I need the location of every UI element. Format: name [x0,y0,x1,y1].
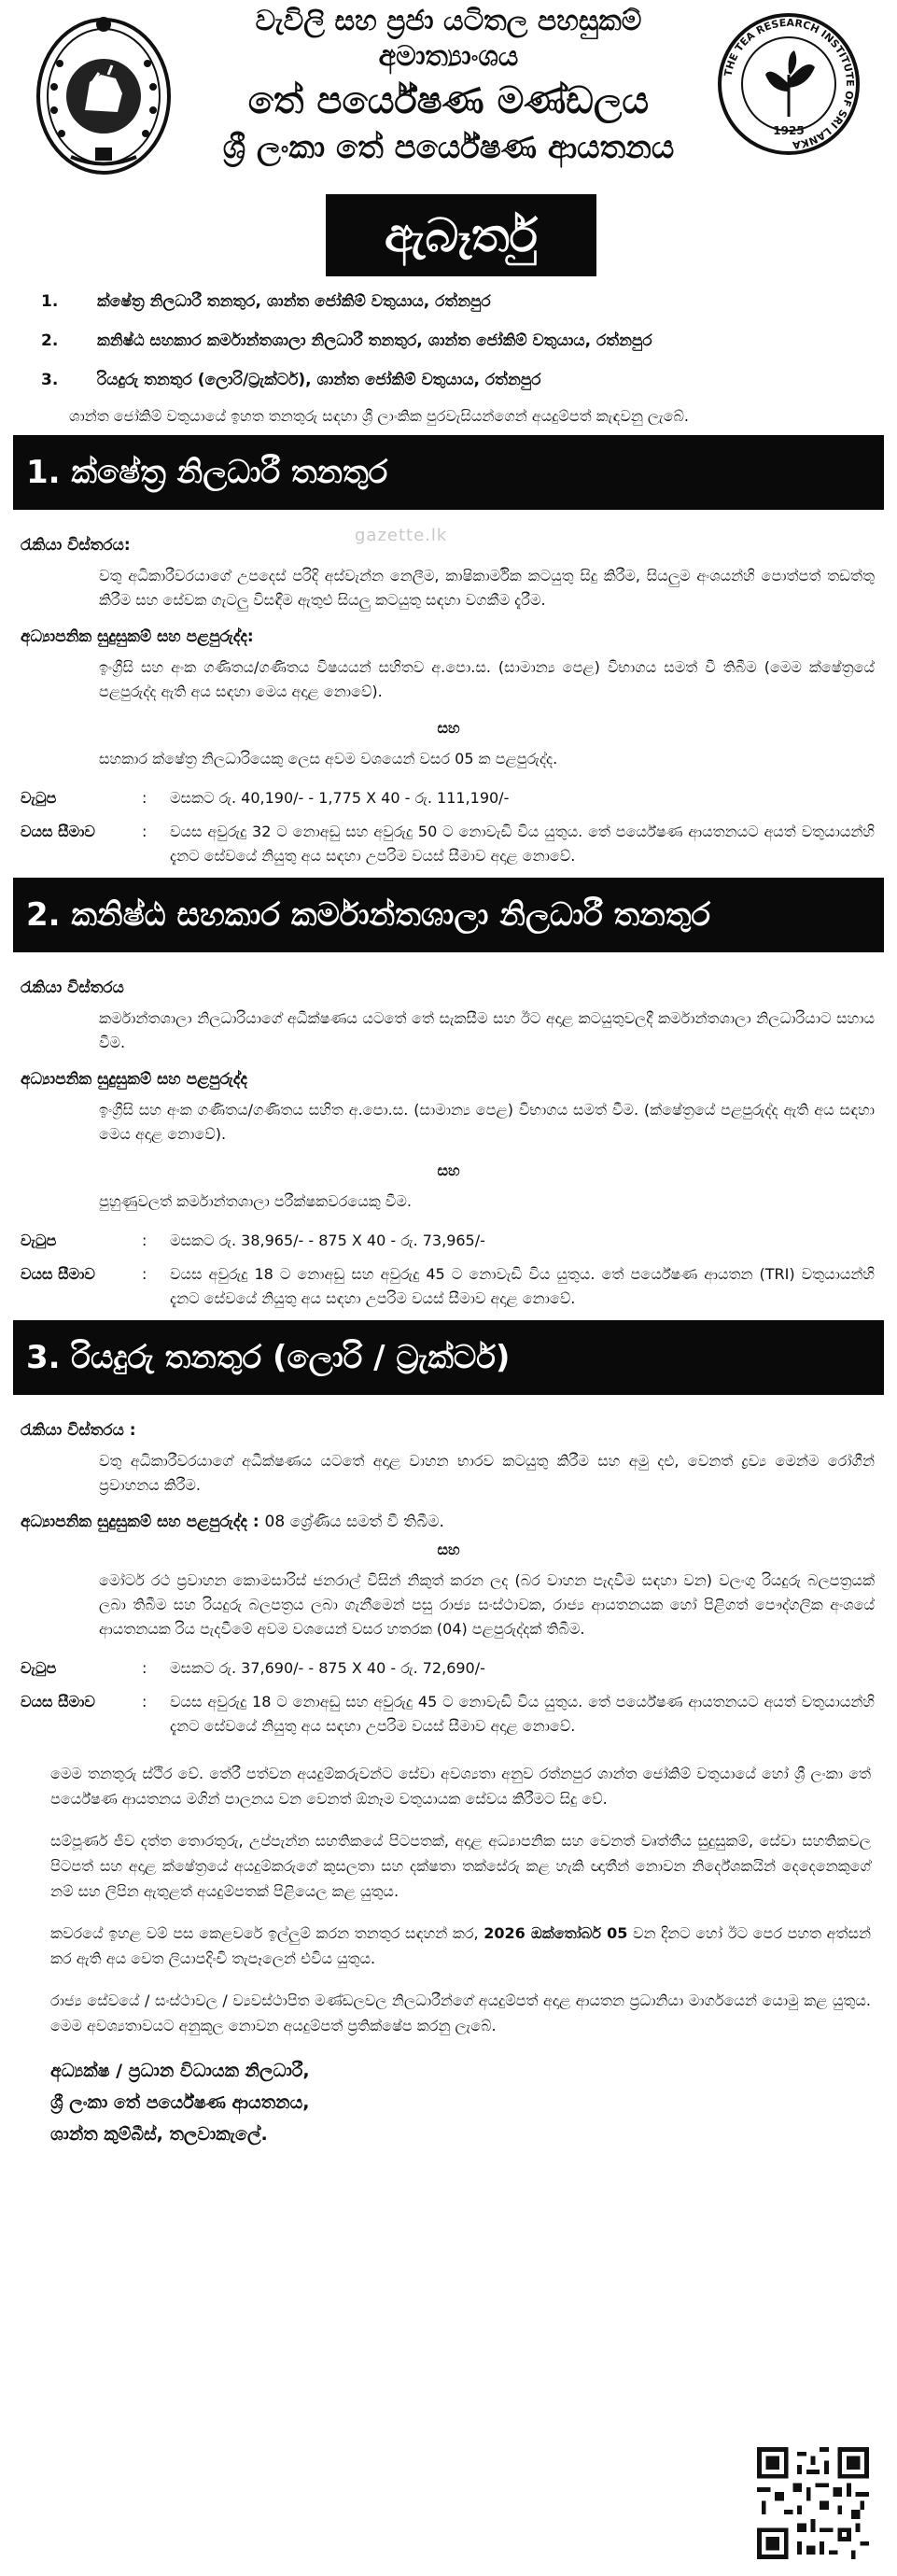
board-name: තේ පර්යේෂණ මණ්ඩලය [247,79,650,122]
qualifications-heading: අධ්‍යාපනික සුදුසුකම් සහ පළපුරුද්ද: [21,627,254,646]
and-separator: සහ [437,719,460,737]
post-title: කනිෂ්ඨ සහකාර කර්මාන්තශාලා නිලධාරී තනතුර, ශාන්ත ජෝකිම් වතුයාය, රත්නපුර [97,331,652,350]
section-1-banner: 1. ක්ෂේත්‍ර නිලධාරී තනතුර [13,435,884,510]
section-1 [13,510,884,868]
post-title: රියදුරු තනතුර (ලොරි/ට්‍රැක්ටර්), ශාන්ත ජෝකිම් වතුයාය, රත්නපුර [97,371,541,389]
logo-ring-text: THE TEA RESEARCH INSTITUTE OF SRI LANKA [722,16,857,151]
signatory-institute: ශ්‍රී ලංකා තේ පර්යේෂණ ආයතනය, [50,2092,310,2113]
note-application-contents: සම්පූර්ණ ජීව දත්ත තොරතුරු, උප්පැන්න සහතිකයේ පිටපතක්, අදාළ අධ්‍යාපනික සහ වෙනත් වෘත්තීය සුදුසුකම්, සේවා සහතිකවල පිටපත් සහ අදාළ ක්ෂේත්‍රයේ අයදුම්කරුගේ කුසලතා සහ දක්ෂතා තක්සේරු කළ හැකි ඥාතීන් නොවන නිර්දේශකයින් දෙදෙනෙකුගේ නම් සහ ලිපින ඇතුළත් අයදුම්පතක් පිළියෙල කළ යුතුය. [50,1832,871,1900]
note-deadline [50,1921,871,1971]
age-label: වයස සීමාව [21,1693,95,1710]
post-list [13,288,884,394]
section-2-banner: 2. කනිෂ්ඨ සහකාර කර්මාන්තශාලා නිලධාරී තනතුර [13,878,884,952]
age-value: වයස අවුරුදු 32 ට නොඅඩු සහ අවුරුදු 50 ට නොවැඩි විය යුතුය. තේ පර්යේෂණ ආයතනයට අයත් වතුයායන්හි දැනට සේවයේ නියුතු අය සඳහා උපරිම වයස් සීමාව අදාළ නොවේ. [170,823,875,865]
post-number: 3. [41,371,59,389]
age-value: වයස අවුරුදු 18 ට නොඅඩු සහ අවුරුදු 45 ට නොවැඩි විය යුතුය. තේ පර්යේෂණ ආයතන (TRI) වතුයායන්හි දැනට සේවයේ නියුතු අය සඳහා උපරිම වයස් සීමාව අදාළ නොවේ. [170,1265,875,1307]
signature-block [50,2055,884,2150]
signatory-title: අධ්‍යක්ෂ / ප්‍රධාන විධායක නිලධාරී, [50,2061,310,2081]
post-number: 2. [41,331,59,350]
list-item [41,327,884,355]
header [13,0,884,280]
logo-year: 1925 [773,124,805,137]
colon: : [142,1232,147,1249]
advertisement-title: ඇබෑර්තු [326,194,596,276]
salary-label: වැටුප [21,1232,57,1249]
qualifications-heading: අධ්‍යාපනික සුදුසුකම් සහ පළපුරුද්ද [21,1070,247,1089]
qualifications-heading: අධ්‍යාපනික සුදුසුකම් සහ පළපුරුද්ද : [21,1513,259,1531]
job-description: කර්මාන්තශාලා නිලධාරියාගේ අධීක්ෂණය යටතේ තේ සැකසීම සහ ඊට අදාළ කටයුතුවලදී කර්මාන්තශාලා නිලධාරියාට සහාය වීම. [99,1009,875,1051]
experience: සහකාර ක්ෂේත්‍ර නිලධාරියෙකු ලෙස අවම වශයෙන් වසර 05 ක පළපුරුද්ද. [99,750,558,767]
salary-label: වැටුප [21,1659,57,1677]
salary-value: මසකට රු. 37,690/- - 875 X 40 - රු. 72,690/- [170,1659,485,1677]
and-separator: සහ [437,1161,460,1179]
deadline-pre: කවරයේ ඉහළ වම් පස කෙළවරේ ඉල්ලුම් කරන තනතුර සඳහන් කර, [50,1924,484,1942]
colon: : [142,1265,147,1283]
header-titles [200,4,697,168]
tri-logo-icon [714,9,863,168]
age-label: වයස සීමාව [21,1265,95,1283]
salary-row [21,1656,875,1681]
signatory-address: ශාන්ත කුම්බීස්, තලවාකැලේ. [50,2124,268,2145]
section-2 [13,952,884,1311]
note-permanent: මෙම තනතුරු ස්ථිර වේ. තේරී පත්වන අයදුම්කරුවන්ට සේවා අවශ්‍යතා අනුව රත්නපුර ශාන්ත ජෝකිම් වතුයායේ හෝ ශ්‍රී ලංකා තේ පර්යේෂණ ආයතනය මගින් පාලනය වන වෙනත් ඕනෑම වතුයායක සේවය කිරීමට සිදු වේ. [50,1765,871,1808]
deadline-post: වන දිනට හෝ ඊට පෙර පහත අත්සන් කර ඇති අය වෙත ලියාපදිංචි තැපෑලෙන් එවිය යුතුය. [50,1924,871,1967]
age-row [21,1690,875,1738]
sri-lanka-emblem-icon [34,7,174,176]
list-item [41,288,884,316]
job-description-heading: රැකියා විස්තරය : [21,1421,136,1440]
qualifications: ඉංග්‍රීසි සහ අංක ගණිතය/ගණිතය විෂයයන් සහිතව අ.පො.ස. (සාමාන්‍ය පෙළ) විභාගය සමත් වී තිබීම (මෙම ක්ෂේත්‍රයේ පළපුරුද්ද ඇති අය සඳහා මෙය අදාළ නොවේ). [99,658,875,700]
note-public-servants: රාජ්‍ය සේවයේ / සංස්ථාවල / ව්‍යවස්ථාපිත මණ්ඩලවල නිලධාරීන්ගේ අයදුම්පත් අදාළ ආයතන ප්‍රධානියා මාර්ගයෙන් යොමු කළ යුතුය. මෙම අවශ්‍යතාවයට අනුකූල නොවන අයදුම්පත් ප්‍රතික්ෂේප කරනු ලැබේ. [50,1992,871,2034]
section-3-banner: 3. රියදුරු තනතුර (ලොරි / ට්‍රැක්ටර්) [13,1320,884,1395]
salary-row [21,1229,875,1253]
colon: : [142,1693,147,1710]
qr-code-icon[interactable] [757,2447,869,2559]
job-description-heading: රැකියා විස්තරය: [21,536,131,555]
colon: : [142,823,147,840]
qualifications: ඉංග්‍රීසි සහ අංක ගණිතය/ගණිතය සහිත අ.පො.ස. (සාමාන්‍ය පෙළ) විභාගය සමත් වීම. (ක්ෂේත්‍රයේ පළපුරුද්ද ඇති අය සඳහා මෙය අදාළ නොවේ). [99,1101,875,1143]
footer-notes [13,1761,884,2038]
salary-row [21,786,875,810]
job-description: වතු අධිකාරීවරයාගේ උපදෙස් පරිදි අස්වැන්න නෙලීම, කාෂිකාර්මික කටයුතු සිදු කිරීම, සියලුම අංශයන්හි පොත්පත් තඩත්තු කිරීම සහ සේවක ගැටලු විසඳීම ඇතුළු සියලු කටයුතු සඳහා වගකීම දැරීම. [99,567,875,609]
institute-name: ශ්‍රී ලංකා තේ පර්යේෂණ ආයතනය [222,129,675,166]
watermark: gazette.lk [355,526,448,545]
qualifications-row [21,1513,884,1531]
experience: මෝටර් රථ ප්‍රවාහන කොමසාරිස් ජනරාල් විසින් නිකුත් කරන ලද (බර වාහන පැදවීම සඳහා වන) වලංගු රියදුරු බලපත්‍රයක් ලබා තිබීම සහ රියදුරු බලපත්‍රය ලබා ගැනීමෙන් පසු රාජ්‍ය සංස්ථාවක, රාජ්‍ය ආයතනයක හෝ පිළිගත් පෞද්ගලික අංශයේ ආයතනයක රිය පැදවීමේ අවම වශයෙන් වසර හතරක (04) පළපුරුද්දක් තිබීම. [99,1571,875,1638]
and-separator: සහ [437,1541,460,1558]
ministry-name: වැවිලි සහ ප්‍රජා යටිතල පහසුකම් අමාත්‍යාංශය [255,5,642,73]
age-row [21,820,875,868]
qualifications: 08 ශ්‍රේණිය සමත් වී තිබීම. [264,1513,444,1531]
salary-label: වැටුප [21,789,57,807]
job-description: වතු අධිකාරීවරයාගේ අධීක්ෂණය යටතේ අදාළ වාහන භාරව කටයුතු කිරීම සහ අමු දළු, වෙනත් ද්‍රව්‍ය මෙන්ම රෝගීන් ප්‍රවාහනය කිරීම. [99,1452,875,1494]
deadline-date: 2026 ඔක්තෝබර් 05 [484,1924,628,1942]
salary-value: මසකට රු. 40,190/- - 1,775 X 40 - රු. 111,190/- [170,789,510,807]
colon: : [142,789,147,807]
salary-value: මසකට රු. 38,965/- - 875 X 40 - රු. 73,965/- [170,1232,485,1249]
post-title: ක්ෂේත්‍ර නිලධාරී තනතුර, ශාන්ත ජෝකිම් වතුයාය, රත්නපුර [97,292,491,311]
colon: : [142,1659,147,1677]
job-description-heading: රැකියා විස්තරය [21,978,124,997]
age-value: වයස අවුරුදු 18 ට නොඅඩු සහ අවුරුදු 45 ට නොවැඩි විය යුතුය. තේ පර්යේෂණ ආයතනයට අයත් වතුයායන්හි දැනට සේවයේ නියුතු අය සඳහා උපරිම වයස් සීමාව අදාළ නොවේ. [170,1693,875,1735]
post-number: 1. [41,292,59,311]
experience: පුහුණුවලත් කර්මාන්තශාලා පරීක්ෂකවරයෙකු වීම. [99,1192,412,1210]
age-row [21,1262,875,1311]
age-label: වයස සීමාව [21,823,95,840]
section-3 [13,1395,884,1738]
list-item [41,366,884,394]
intro-text: ශාන්ත ජෝකිම් වතුයායේ ඉහත තනතුරු සඳහා ශ්‍රී ලාංකික පුරවැසියන්ගෙන් අයදුම්පත් කැඳවනු ලැබේ. [69,407,690,425]
